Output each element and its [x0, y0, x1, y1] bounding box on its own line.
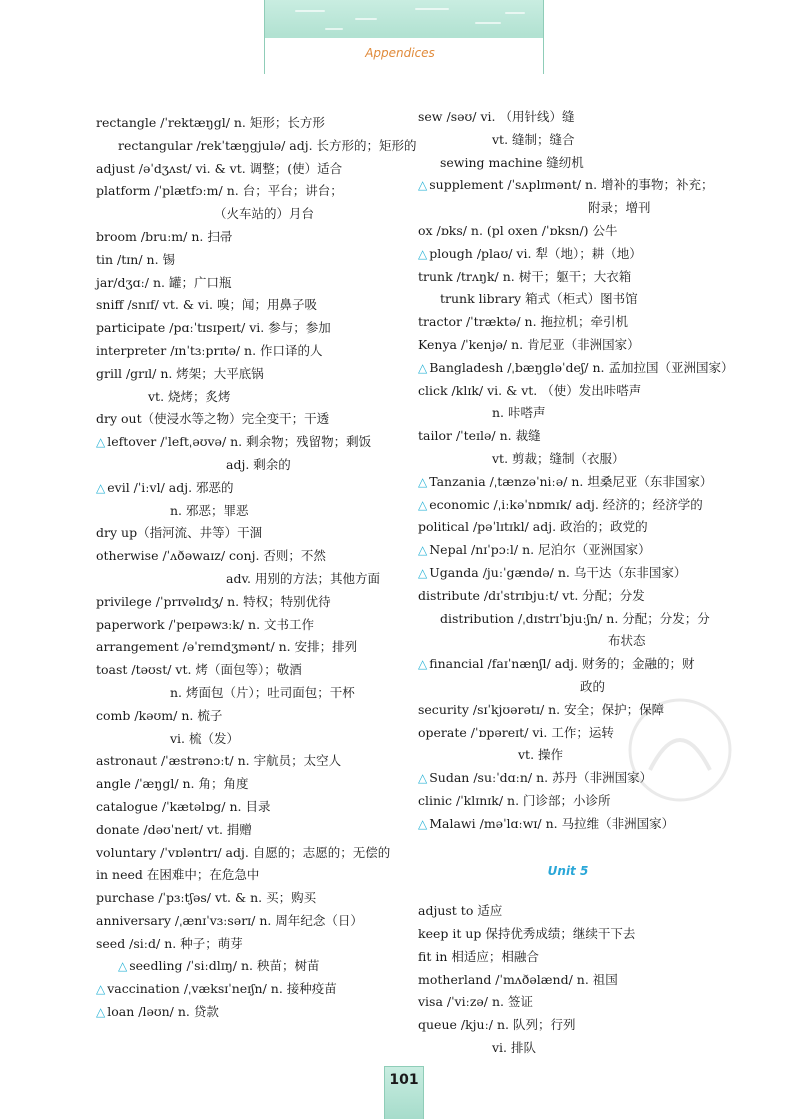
entry-clinic: clinic /ˈklɪnɪk/ n. 门诊部；小诊所	[418, 792, 611, 808]
entry-tailor: tailor /ˈteɪlə/ n. 裁缝	[418, 428, 541, 444]
entry-comb-verb: vi. 梳（发）	[170, 730, 240, 746]
entry-economic	[418, 494, 718, 517]
entry-supplement-cont: 附录；增刊	[588, 200, 651, 216]
entry-dry-out: dry out（使浸水等之物）完全变干；干透	[96, 411, 330, 427]
left-column	[96, 112, 417, 1024]
entry-dry-up: dry up（指河流、井等）干涸	[96, 525, 263, 541]
entry-in-need: in need 在困难中；在危急中	[96, 867, 260, 883]
entry-sew: sew /səʊ/ vi. （用针线）缝	[418, 109, 575, 124]
entry-angle: angle /ˈæŋgl/ n. 角；角度	[96, 776, 249, 792]
entry-malawi	[418, 813, 718, 836]
entry-purchase: purchase /ˈpɜːtʃəs/ vt. & n. 买；购买	[96, 890, 317, 906]
header-title: Appendices	[365, 46, 435, 60]
triangle-icon: △	[96, 435, 106, 450]
triangle-icon: △	[118, 959, 128, 974]
entry-loan	[96, 1001, 396, 1024]
entry-comb: comb /kəʊm/ n. 梳子	[96, 707, 223, 723]
entry-grill: grill /grɪl/ n. 烤架；大平底锅	[96, 365, 264, 381]
entry-seed: seed /siːd/ n. 种子；萌芽	[96, 935, 243, 951]
entry-otherwise-adv: adv. 用别的方法；其他方面	[226, 570, 380, 586]
page-number: 101	[389, 1072, 419, 1088]
entry-distribution-cont: 布状态	[608, 633, 646, 649]
entry-adjust: adjust /əˈdʒʌst/ vi. & vt. 调整；(使）适合	[96, 160, 343, 176]
entry-uganda-text: Uganda /juːˈgændə/ n. 乌干达（东非国家）	[429, 564, 687, 580]
triangle-icon: △	[418, 816, 428, 831]
entry-financial	[418, 653, 718, 676]
triangle-icon: △	[418, 771, 428, 786]
triangle-icon: △	[418, 543, 428, 558]
entry-rectangle: rectangle /ˈrektæŋgl/ n. 矩形；长方形	[96, 115, 325, 130]
entry-bangladesh	[418, 357, 734, 380]
entry-broom: broom /bruːm/ n. 扫帚	[96, 228, 233, 244]
triangle-icon: △	[418, 246, 428, 261]
entry-distribution: distribution /ˌdɪstrɪˈbjuːʃn/ n. 分配；分发；分	[440, 610, 710, 626]
entry-loan-text: loan /ləʊn/ n. 贷款	[107, 1004, 219, 1020]
entry-supplement-text: supplement /ˈsʌplɪmənt/ n. 增补的事物；补充；	[429, 177, 714, 193]
entry-platform: platform /ˈplætfɔːm/ n. 台；平台；讲台；	[96, 183, 343, 199]
triangle-icon: △	[96, 480, 106, 495]
entry-tin: tin /tɪn/ n. 锡	[96, 251, 176, 267]
header-band	[264, 0, 544, 74]
entry-nepal	[418, 539, 718, 562]
entry-kenya: Kenya /ˈkenjə/ n. 肯尼亚（非洲国家）	[418, 336, 640, 352]
entry-uganda	[418, 562, 718, 585]
entry-seedling	[96, 955, 396, 978]
entry-jar: jar/dʒɑː/ n. 罐；广口瓶	[96, 274, 232, 290]
entry-nepal-text: Nepal /nɪˈpɔːl/ n. 尼泊尔（亚洲国家）	[429, 542, 651, 558]
entry-trunk-library: trunk library 箱式（柜式）图书馆	[440, 291, 638, 307]
triangle-icon: △	[418, 360, 428, 375]
entry-tractor: tractor /ˈtræktə/ n. 拖拉机；牵引机	[418, 314, 629, 330]
entry-interpreter: interpreter /ɪnˈtɜːprɪtə/ n. 作口译的人	[96, 342, 323, 358]
entry-otherwise: otherwise /ˈʌðəwaɪz/ conj. 否则；不然	[96, 548, 326, 564]
entry-economic-text: economic /ˌiːkəˈnɒmɪk/ adj. 经济的；经济学的	[429, 496, 703, 512]
entry-leftover	[96, 431, 396, 454]
entry-tanzania	[418, 471, 718, 494]
entry-donate: donate /dəʊˈneɪt/ vt. 捐赠	[96, 821, 252, 837]
entry-click-noun: n. 咔嗒声	[492, 405, 546, 421]
entry-adjust-to: adjust to 适应	[418, 903, 503, 919]
triangle-icon: △	[418, 565, 428, 580]
entry-leftover-adj: adj. 剩余的	[226, 456, 291, 472]
entry-tanzania-text: Tanzania /ˌtænzəˈniːə/ n. 坦桑尼亚（东非国家）	[429, 473, 713, 489]
entry-astronaut: astronaut /ˈæstrənɔːt/ n. 宇航员；太空人	[96, 753, 342, 769]
entry-toast: toast /təʊst/ vt. 烤（面包等）；敬酒	[96, 662, 302, 678]
entry-catalogue: catalogue /ˈkætəlɒg/ n. 目录	[96, 798, 271, 814]
entry-click: click /klɪk/ vi. & vt. （使）发出咔嗒声	[418, 382, 642, 398]
entry-evil-text: evil /ˈiːvl/ adj. 邪恶的	[107, 479, 234, 495]
entry-leftover-text: leftover /ˈleftˌəʊvə/ n. 剩余物；残留物；剩饭	[107, 434, 372, 450]
entry-financial-text: financial /faɪˈnænʃl/ adj. 财务的；金融的；财	[429, 656, 695, 672]
entry-evil	[96, 477, 396, 500]
triangle-icon: △	[96, 1005, 106, 1020]
entry-sniff: sniff /snɪf/ vt. & vi. 嗅；闻；用鼻子吸	[96, 297, 317, 313]
entry-visa: visa /ˈviːzə/ n. 签证	[418, 994, 533, 1010]
right-column	[418, 106, 734, 1060]
entry-queue-vi: vi. 排队	[492, 1040, 537, 1056]
entry-trunk: trunk /trʌŋk/ n. 树干；躯干；大衣箱	[418, 268, 632, 284]
entry-sew-vt: vt. 缝制；缝合	[492, 131, 575, 147]
entry-vaccination-text: vaccination /ˌvæksɪˈneɪʃn/ n. 接种疫苗	[107, 981, 337, 997]
entry-grill-verb: vt. 烧烤；炙烤	[148, 388, 231, 404]
entry-arrangement: arrangement /əˈreɪndʒmənt/ n. 安排；排列	[96, 639, 358, 655]
entry-bangladesh-text: Bangladesh /ˌbæŋgləˈdeʃ/ n. 孟加拉国（亚洲国家）	[429, 359, 734, 375]
watermark-logo	[620, 690, 740, 810]
entry-fit-in: fit in 相适应；相融合	[418, 948, 539, 964]
entry-political: political /pəˈlɪtɪkl/ adj. 政治的；政党的	[418, 519, 648, 535]
entry-plough-text: plough /plaʊ/ vi. 犁（地）；耕（地）	[429, 245, 642, 261]
triangle-icon: △	[418, 474, 428, 489]
entry-supplement	[418, 174, 718, 197]
entry-operate-vt: vt. 操作	[518, 747, 564, 763]
entry-vaccination	[96, 978, 396, 1001]
entry-operate: operate /ˈɒpəreɪt/ vi. 工作；运转	[418, 724, 614, 740]
triangle-icon: △	[96, 982, 106, 997]
entry-paperwork: paperwork /ˈpeɪpəwɜːk/ n. 文书工作	[96, 616, 315, 632]
entry-distribute: distribute /dɪˈstrɪbjuːt/ vt. 分配；分发	[418, 587, 645, 603]
triangle-icon: △	[418, 657, 428, 672]
entry-security: security /sɪˈkjʊərətɪ/ n. 安全；保护；保障	[418, 701, 665, 717]
entry-voluntary: voluntary /ˈvɒləntrɪ/ adj. 自愿的；志愿的；无偿的	[96, 844, 391, 860]
entry-plough	[418, 243, 718, 266]
entry-toast-noun: n. 烤面包（片）；吐司面包；干杯	[170, 684, 355, 700]
entry-participate: participate /pɑːˈtɪsɪpeɪt/ vi. 参与；参加	[96, 320, 331, 336]
entry-motherland: motherland /ˈmʌðəlænd/ n. 祖国	[418, 971, 618, 987]
entry-evil-noun: n. 邪恶；罪恶	[170, 502, 249, 518]
entry-privilege: privilege /ˈprɪvəlɪdʒ/ n. 特权；特别优待	[96, 593, 331, 609]
triangle-icon: △	[418, 178, 428, 193]
entry-sewing-machine: sewing machine 缝纫机	[440, 154, 584, 170]
entry-malawi-text: Malawi /məˈlɑːwɪ/ n. 马拉维（非洲国家）	[429, 815, 675, 831]
entry-keep-it-up: keep it up 保持优秀成绩；继续干下去	[418, 926, 636, 942]
entry-sudan-text: Sudan /suːˈdɑːn/ n. 苏丹（非洲国家）	[429, 770, 653, 786]
entry-tailor-vt: vt. 剪裁；缝制（衣服）	[492, 450, 625, 466]
entry-rectangular: rectangular /rekˈtæŋgjulə/ adj. 长方形的；矩形的	[118, 137, 417, 153]
entry-queue: queue /kjuː/ n. 队列；行列	[418, 1017, 576, 1033]
entry-seedling-text: seedling /ˈsiːdlɪŋ/ n. 秧苗；树苗	[129, 958, 320, 974]
entry-anniversary: anniversary /ˌænɪˈvɜːsərɪ/ n. 周年纪念（日）	[96, 912, 363, 928]
unit-5-title: Unit 5	[547, 863, 589, 878]
entry-ox: ox /ɒks/ n. (pl oxen /ˈɒksn/) 公牛	[418, 222, 618, 238]
entry-platform-cont: （火车站的）月台	[214, 206, 315, 222]
entry-financial-cont: 政的	[580, 678, 606, 694]
triangle-icon: △	[418, 497, 428, 512]
